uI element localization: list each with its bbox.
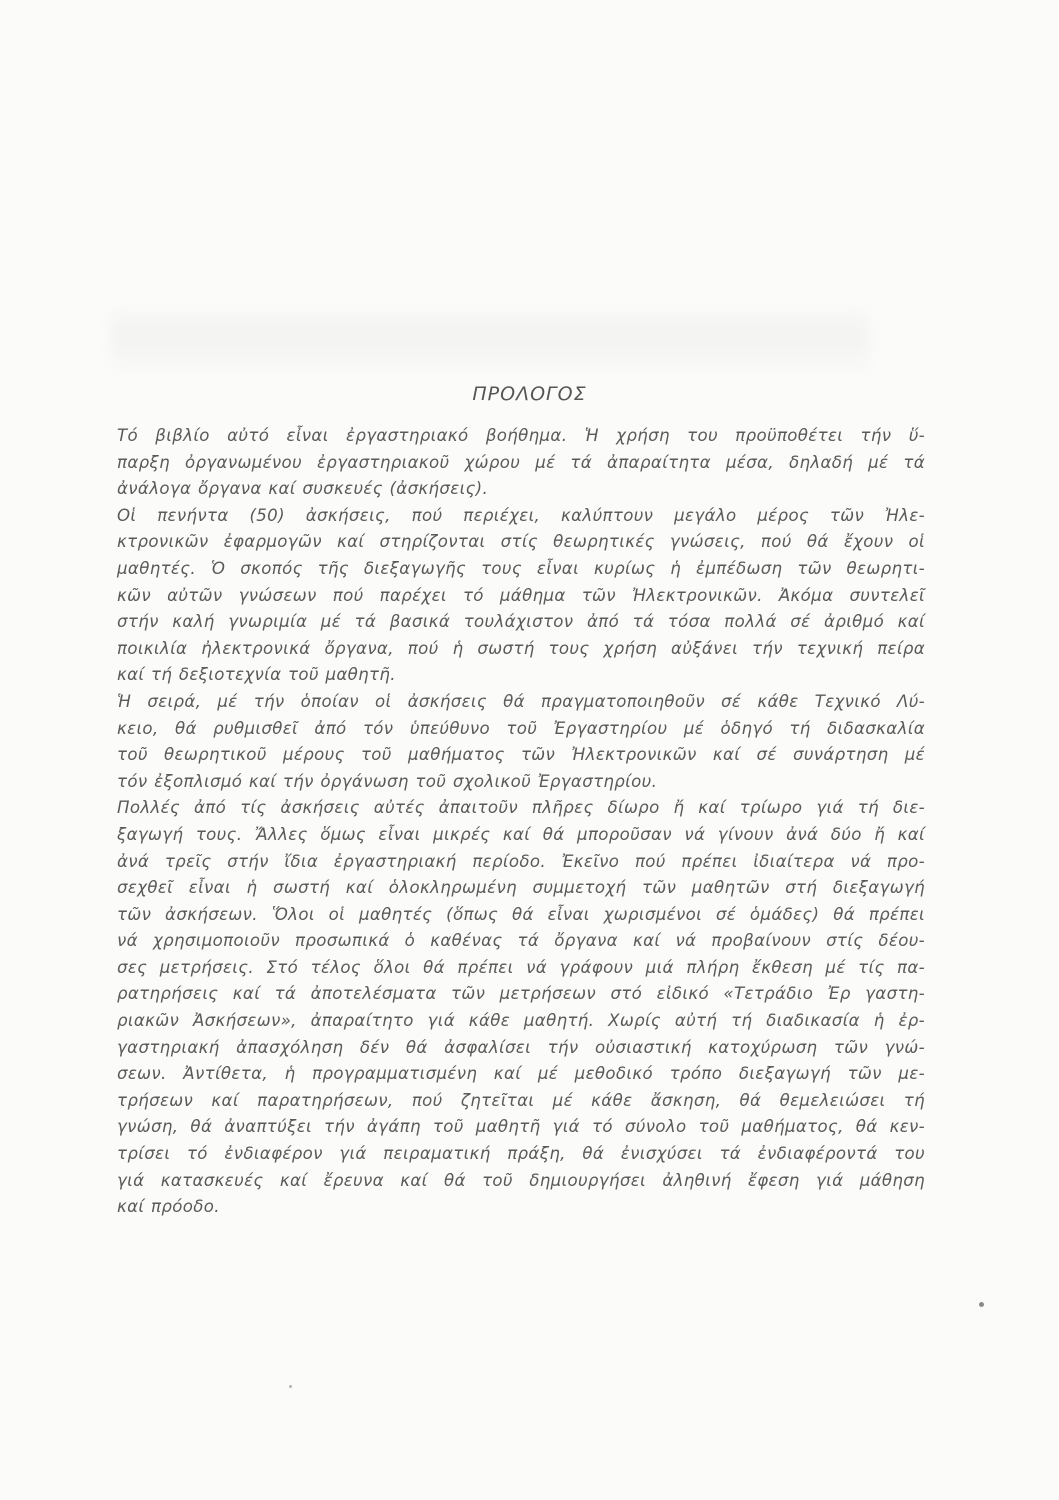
text-line: Τό βιβλίο αὐτό εἶναι ἐργαστηριακό βοήθημα. Ἡ χρήση του προϋποθέτει τήν ὕ- — [117, 426, 925, 445]
text-line: παρξη ὀργανωμένου ἐργαστηριακοῦ χώρου μέ τά ἀπαραίτητα μέσα, δηλαδή μέ τά — [117, 452, 925, 472]
bleed-through-shadow — [110, 300, 870, 380]
text-line: ρατηρήσεις καί τά ἀποτελέσματα τῶν μετρήσεων στό εἰδικό «Τετράδιο Ἐρ γαστη- — [117, 984, 925, 1004]
text-line: ξαγωγή τους. Ἄλλες ὅμως εἶναι μικρές καί θά μποροῦσαν νά γίνουν ἀνά δύο ἤ καί — [117, 824, 925, 844]
text-line: κτρονικῶν ἐφαρμογῶν καί στηρίζονται στίς θεωρητικές γνώσεις, πού θά ἔχουν οἱ — [117, 532, 925, 552]
speck-mark — [289, 1385, 292, 1388]
text-line: σεχθεῖ εἶναι ἡ σωστή καί ὁλοκληρωμένη συμμετοχή τῶν μαθητῶν στή διεξαγωγή — [117, 878, 925, 898]
page-title: ΠΡΟΛΟΓΟΣ — [472, 383, 587, 405]
text-line: ἀνά τρεῖς στήν ἴδια ἐργαστηριακή περίοδο. Ἐκεῖνο πού πρέπει ἰδιαίτερα νά προ- — [117, 851, 925, 871]
text-line: ποικιλία ἠλεκτρονικά ὄργανα, πού ἡ σωστή τους χρήση αὐξάνει τήν τεχνική πείρα — [117, 638, 925, 658]
text-line: τρίσει τό ἐνδιαφέρον γιά πειραματική πράξη, θά ἐνισχύσει τά ἐνδιαφέροντά του — [117, 1144, 925, 1164]
speck-mark — [979, 1302, 984, 1307]
text-line: τοῦ θεωρητικοῦ μέρους τοῦ μαθήματος τῶν Ἠλεκτρονικῶν καί σέ συνάρτηση μέ — [117, 745, 925, 765]
text-line: νά χρησιμοποιοῦν προσωπικά ὁ καθένας τά ὄργανα καί νά προβαίνουν στίς δέου- — [117, 931, 925, 951]
preface-body — [117, 423, 925, 1221]
text-line: γνώση, θά ἀναπτύξει τήν ἀγάπη τοῦ μαθητῆ γιά τό σύνολο τοῦ μαθήματος, θά κεν- — [117, 1117, 925, 1137]
text-line: τρήσεων καί παρατηρήσεων, πού ζητεῖται μέ κάθε ἄσκηση, θά θεμελειώσει τή — [117, 1090, 925, 1110]
text-line: Πολλές ἀπό τίς ἀσκήσεις αὐτές ἀπαιτοῦν πλῆρες δίωρο ἤ καί τρίωρο γιά τή διε- — [117, 798, 925, 818]
text-line: σες μετρήσεις. Στό τέλος ὅλοι θά πρέπει νά γράφουν μιά πλήρη ἔκθεση μέ τίς πα- — [117, 957, 925, 977]
text-line: σεων. Ἀντίθετα, ἡ προγραμματισμένη καί μέ μεθοδικό τρόπο διεξαγωγή τῶν με- — [117, 1064, 925, 1084]
text-line: τόν ἐξοπλισμό καί τήν ὀργάνωση τοῦ σχολικοῦ Ἐργαστηρίου. — [117, 771, 658, 791]
text-line: καί τή δεξιοτεχνία τοῦ μαθητῆ. — [117, 665, 396, 685]
text-line: Οἱ πενήντα (50) ἀσκήσεις, πού περιέχει, καλύπτουν μεγάλο μέρος τῶν Ἠλε- — [117, 505, 925, 525]
text-line: γιά κατασκευές καί ἔρευνα καί θά τοῦ δημιουργήσει ἀληθινή ἔφεση γιά μάθηση — [117, 1170, 925, 1190]
text-line: ριακῶν Ἀσκήσεων», ἀπαραίτητο γιά κάθε μαθητή. Χωρίς αὐτή τή διαδικασία ἡ ἐρ- — [117, 1011, 925, 1031]
text-line: κῶν αὐτῶν γνώσεων πού παρέχει τό μάθημα τῶν Ἠλεκτρονικῶν. Ἀκόμα συντελεῖ — [117, 585, 925, 605]
text-line: καί πρόοδο. — [117, 1197, 220, 1217]
text-line: Ἡ σειρά, μέ τήν ὁποίαν οἱ ἀσκήσεις θά πραγματοποιηθοῦν σέ κάθε Τεχνικό Λύ- — [117, 691, 925, 711]
text-line: τῶν ἀσκήσεων. Ὅλοι οἱ μαθητές (ὅπως θά εἶναι χωρισμένοι σέ ὁμάδες) θά πρέπει — [117, 904, 925, 924]
text-line: μαθητές. Ὁ σκοπός τῆς διεξαγωγῆς τους εἶναι κυρίως ἡ ἐμπέδωση τῶν θεωρητι- — [117, 558, 925, 578]
text-line: γαστηριακή ἀπασχόληση δέν θά ἀσφαλίσει τήν οὐσιαστική κατοχύρωση τῶν γνώ- — [117, 1037, 925, 1057]
text-line: ἀνάλογα ὄργανα καί συσκευές (ἀσκήσεις). — [117, 479, 489, 499]
text-line: κειο, θά ρυθμισθεῖ ἀπό τόν ὑπεύθυνο τοῦ Ἐργαστηρίου μέ ὁδηγό τή διδασκαλία — [117, 718, 925, 738]
text-line: στήν καλή γνωριμία μέ τά βασικά τουλάχιστον ἀπό τά τόσα πολλά σέ ἀριθμό καί — [117, 612, 925, 632]
